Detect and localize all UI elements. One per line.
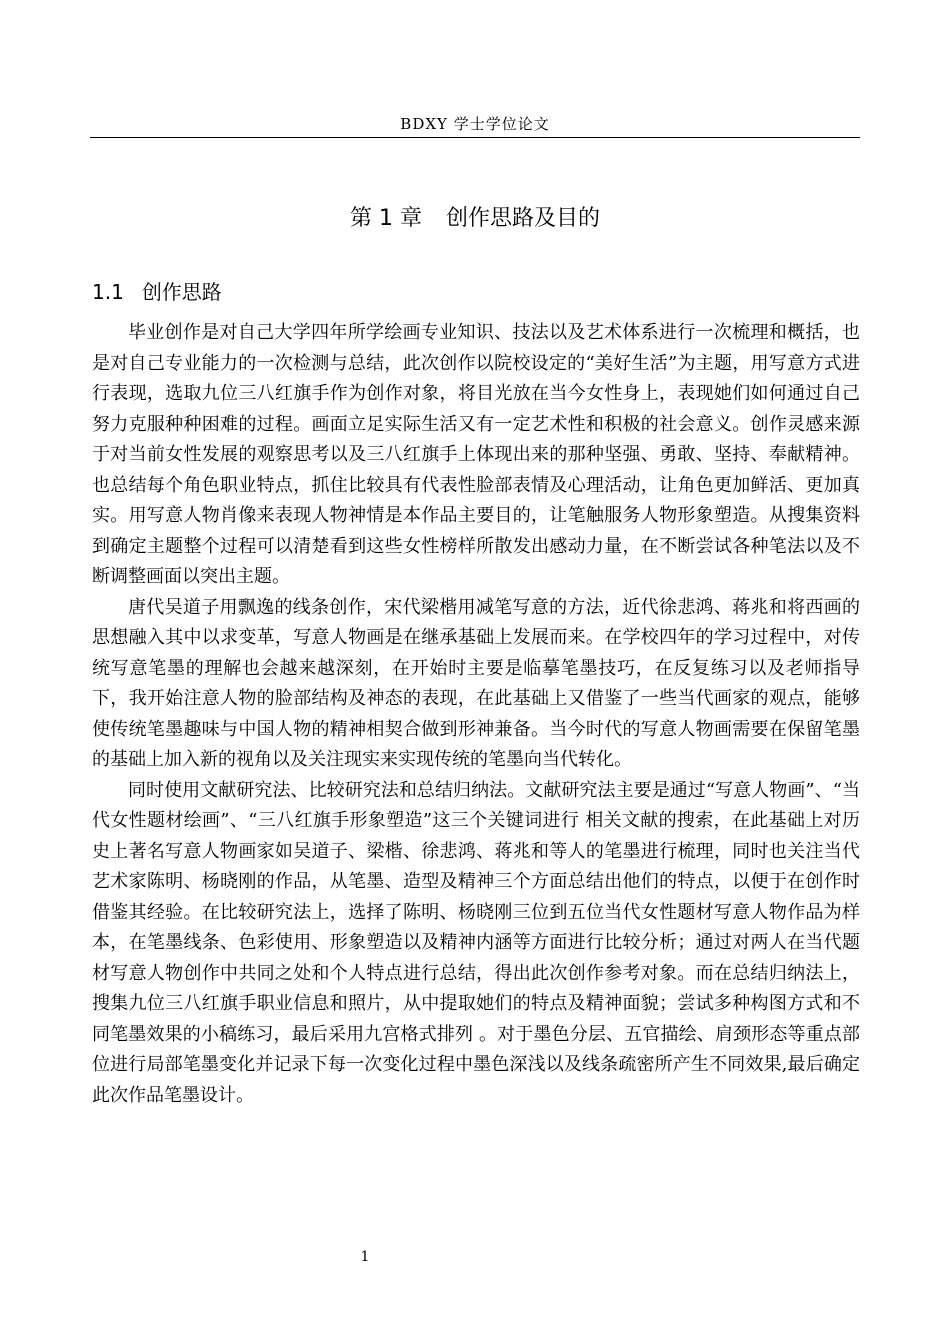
paragraph-1: 毕业创作是对自己大学四年所学绘画专业知识、技法以及艺术体系进行一次梳理和概括，也是对自己专业能力的一次检测与总结，此次创作以院校设定的“美好生活”为主题，用写意方式进行表现，选取九位三八红旗手作为创作对象，将目光放在当今女性身上，表现她们如何通过自己努力克服种种困难的过程。画面立足实际生活又有一定艺术性和积极的社会意义。创作灵感来源于对当前女性发展的观察思考以及三八红旗手上体现出来的那种坚强、勇敢、坚持、奉献精神。也总结每个角色职业特点，抓住比较具有代表性脸部表情及心理活动，让角色更加鲜活、更加真实。用写意人物肖像来表现人物神情是本作品主要目的，让笔触服务人物形象塑造。从搜集资料到确定主题整个过程可以清楚看到这些女性榜样所散发出感动力量，在不断尝试各种笔法以及不断调整画面以突出主题。	[92, 322, 860, 587]
header-rule	[90, 137, 860, 138]
chapter-number: 第 1 章	[350, 206, 422, 231]
running-header: BDXY 学士学位论文	[400, 115, 550, 133]
section-number: 1.1	[92, 280, 124, 304]
section-title-text: 创作思路	[141, 280, 222, 304]
paragraph-3: 同时使用文献研究法、比较研究法和总结归纳法。文献研究法主要是通过“写意人物画”、“当代女性题材绘画”、“三八红旗手形象塑造”这三个关键词进行 相关文献的搜索，在此基础上对历史上著名写意人物画家如吴道子、梁楷、徐悲鸿、蒋兆和等人的笔墨进行梳理，同时也关注当代艺术家陈明、杨晓刚的作品，从笔墨、造型及精神三个方面总结出他们的特点，以便于在创作时借鉴其经验。在比较研究法上，选择了陈明、杨晓刚三位到五位当代女性题材写意人物作品为样本，在笔墨线条、色彩使用、形象塑造以及精神内涵等方面进行比较分析；通过对两人在当代题材写意人物创作中共同之处和个人特点进行总结，得出此次创作参考对象。而在总结归纳法上，搜集九位三八红旗手职业信息和照片，从中提取她们的特点及精神面貌；尝试多种构图方式和不同笔墨效果的小稿练习，最后采用九宫格式排列 。对于墨色分层、五官描绘、肩颈形态等重点部位进行局部笔墨变化并记录下每一次变化过程中墨色深浅以及线条疏密所产生不同效果,最后确定此次作品笔墨设计。	[92, 779, 860, 1106]
page-number: 1	[360, 1249, 370, 1265]
chapter-title	[90, 203, 860, 235]
section-title	[92, 277, 792, 307]
body-text	[92, 318, 860, 1111]
paragraph-2: 唐代吴道子用飘逸的线条创作，宋代梁楷用减笔写意的方法，近代徐悲鸿、蒋兆和将西画的思想融入其中以求变革，写意人物画是在继承基础上发展而来。在学校四年的学习过程中，对传统写意笔墨的理解也会越来越深刻，在开始时主要是临摹笔墨技巧，在反复练习以及老师指导下，我开始注意人物的脸部结构及神态的表现，在此基础上又借鉴了一些当代画家的观点，能够使传统笔墨趣味与中国人物的精神相契合做到形神兼备。当今时代的写意人物画需要在保留笔墨的基础上加入新的视角以及关注现实来实现传统的笔墨向当代转化。	[92, 596, 860, 770]
chapter-title-text: 创作思路及目的	[445, 206, 600, 231]
